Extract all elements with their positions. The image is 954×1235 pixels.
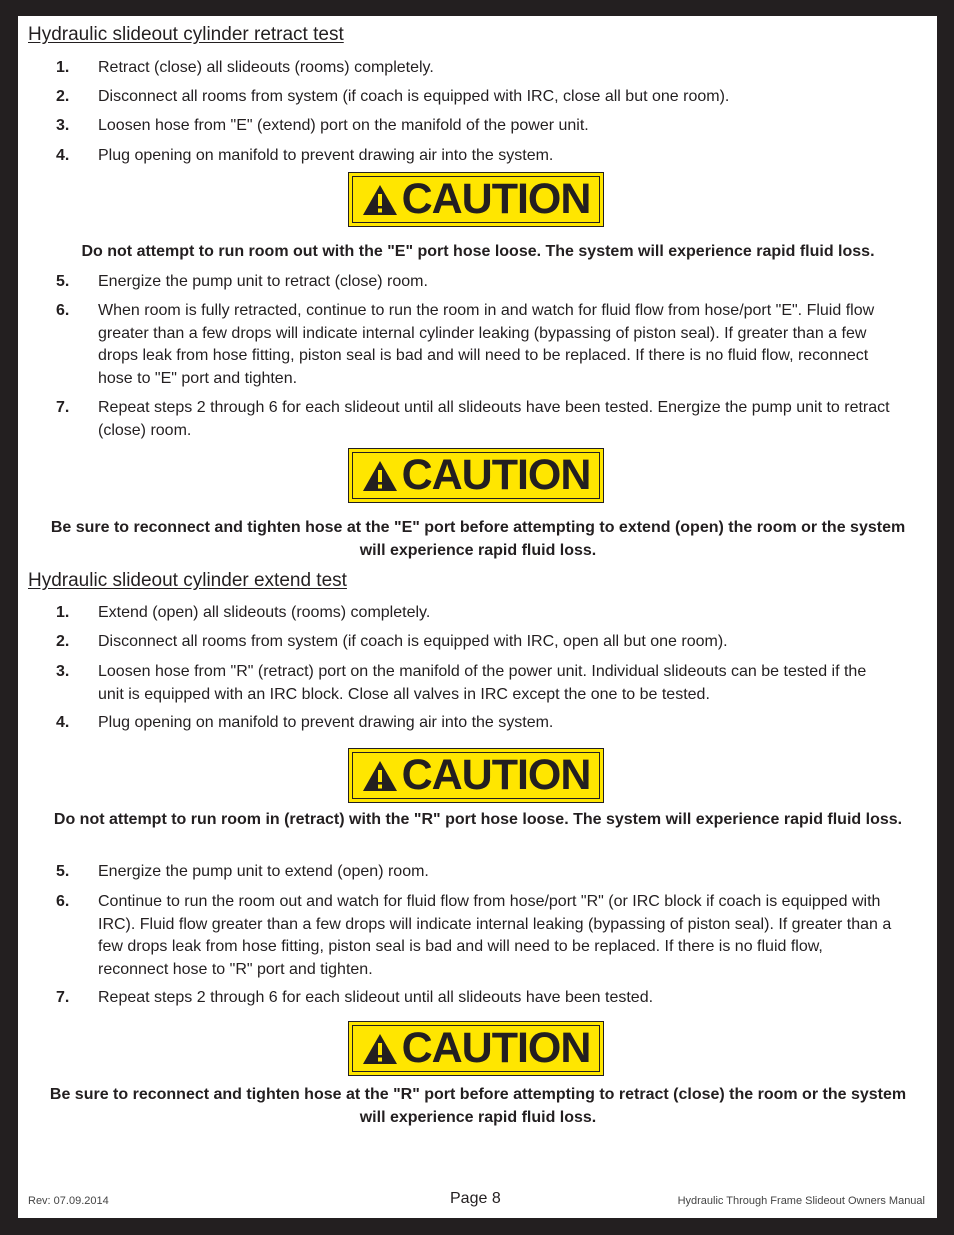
warning-triangle-icon: [362, 184, 398, 216]
caution-label: CAUTION: [401, 751, 591, 799]
step-number: 3.: [56, 117, 70, 134]
step-text: Extend (open) all slideouts (rooms) completely.: [98, 604, 431, 621]
caution-label: CAUTION: [401, 175, 591, 223]
step-text: Energize the pump unit to retract (close) room.: [98, 273, 428, 290]
step-text: When room is fully retracted, continue to run the room in and watch for fluid flow from hose/port "E". Fluid flow greater than a few drops will indicate internal cylinder leaking (bypassing of piston seal). If greater than a few drops leak from hose fitting, piston seal is bad and will need to be replaced. If there is no fluid flow, reconnect hose to "E" port and tighten.: [98, 302, 875, 387]
step-item: [56, 300, 896, 390]
step-text: Plug opening on manifold to prevent drawing air into the system.: [98, 147, 554, 164]
step-text: Loosen hose from "R" (retract) port on the manifold of the power unit. Individual slideouts can be tested if the unit is equipped with an IRC block. Close all valves in IRC except the one to be tested.: [98, 663, 867, 703]
warning-triangle-icon: [362, 760, 398, 792]
step-item: [56, 602, 896, 625]
section-title-extend: Hydraulic slideout cylinder extend test: [28, 570, 347, 591]
warning-triangle-icon: [362, 460, 398, 492]
caution-label: CAUTION: [401, 451, 591, 499]
step-text: Loosen hose from "E" (extend) port on the manifold of the power unit.: [98, 117, 589, 134]
step-item: [56, 115, 896, 138]
caution-label: CAUTION: [401, 1024, 591, 1072]
warning-text: Do not attempt to run room in (retract) with the "R" port hose loose. The system will experience rapid fluid loss.: [53, 811, 903, 828]
step-number: 3.: [56, 663, 70, 680]
warning-text: Be sure to reconnect and tighten hose at the "E" port before attempting to extend (open) the room or the system will experience rapid fluid loss.: [50, 519, 906, 559]
section-title-retract: Hydraulic slideout cylinder retract test: [28, 24, 344, 45]
step-item: [56, 861, 896, 884]
caution-banner: [348, 448, 604, 503]
step-item: [56, 987, 896, 1010]
caution-banner: [348, 172, 604, 227]
step-number: 2.: [56, 633, 70, 650]
step-number: 7.: [56, 399, 70, 416]
step-text: Retract (close) all slideouts (rooms) completely.: [98, 59, 434, 76]
step-number: 1.: [56, 59, 70, 76]
step-text: Energize the pump unit to extend (open) room.: [98, 863, 429, 880]
step-text: Repeat steps 2 through 6 for each slideout until all slideouts have been tested. Energize the pump unit to retract (close) room.: [98, 399, 890, 439]
document-page: [18, 16, 937, 1218]
warning-triangle-icon: [362, 1033, 398, 1065]
step-number: 2.: [56, 88, 70, 105]
step-number: 4.: [56, 714, 70, 731]
footer-page-number: Page 8: [450, 1190, 501, 1207]
step-text: Continue to run the room out and watch for fluid flow from hose/port "R" (or IRC block if coach is equipped with IRC). Fluid flow greater than a few drops will indicate internal leaking (bypassing of piston seal). If greater than a few drops leak from hose fitting, piston seal is bad and will need to be replaced. If there is no fluid flow, reconnect hose to "R" port and tighten.: [98, 893, 892, 978]
step-number: 7.: [56, 989, 70, 1006]
step-number: 5.: [56, 863, 70, 880]
caution-banner: [348, 1021, 604, 1076]
step-text: Repeat steps 2 through 6 for each slideout until all slideouts have been tested.: [98, 989, 654, 1006]
step-item: [56, 86, 896, 109]
warning-text: Be sure to reconnect and tighten hose at the "R" port before attempting to retract (close) the room or the system will experience rapid fluid loss.: [49, 1086, 907, 1126]
step-number: 4.: [56, 147, 70, 164]
step-item: [56, 661, 896, 706]
footer-manual-title: Hydraulic Through Frame Slideout Owners Manual: [677, 1195, 925, 1207]
step-item: [56, 397, 896, 442]
footer-revision: Rev: 07.09.2014: [28, 1195, 109, 1207]
step-text: Plug opening on manifold to prevent drawing air into the system.: [98, 714, 554, 731]
step-number: 6.: [56, 302, 70, 319]
warning-text: Do not attempt to run room out with the "E" port hose loose. The system will experience rapid fluid loss.: [81, 243, 875, 260]
step-number: 1.: [56, 604, 70, 621]
step-number: 5.: [56, 273, 70, 290]
step-item: [56, 271, 896, 294]
step-number: 6.: [56, 893, 70, 910]
step-item: [56, 145, 896, 168]
step-text: Disconnect all rooms from system (if coach is equipped with IRC, open all but one room).: [98, 633, 728, 650]
step-item: [56, 712, 896, 735]
step-item: [56, 631, 896, 654]
step-item: [56, 57, 896, 80]
caution-banner: [348, 748, 604, 803]
step-text: Disconnect all rooms from system (if coach is equipped with IRC, close all but one room).: [98, 88, 730, 105]
step-item: [56, 891, 896, 981]
